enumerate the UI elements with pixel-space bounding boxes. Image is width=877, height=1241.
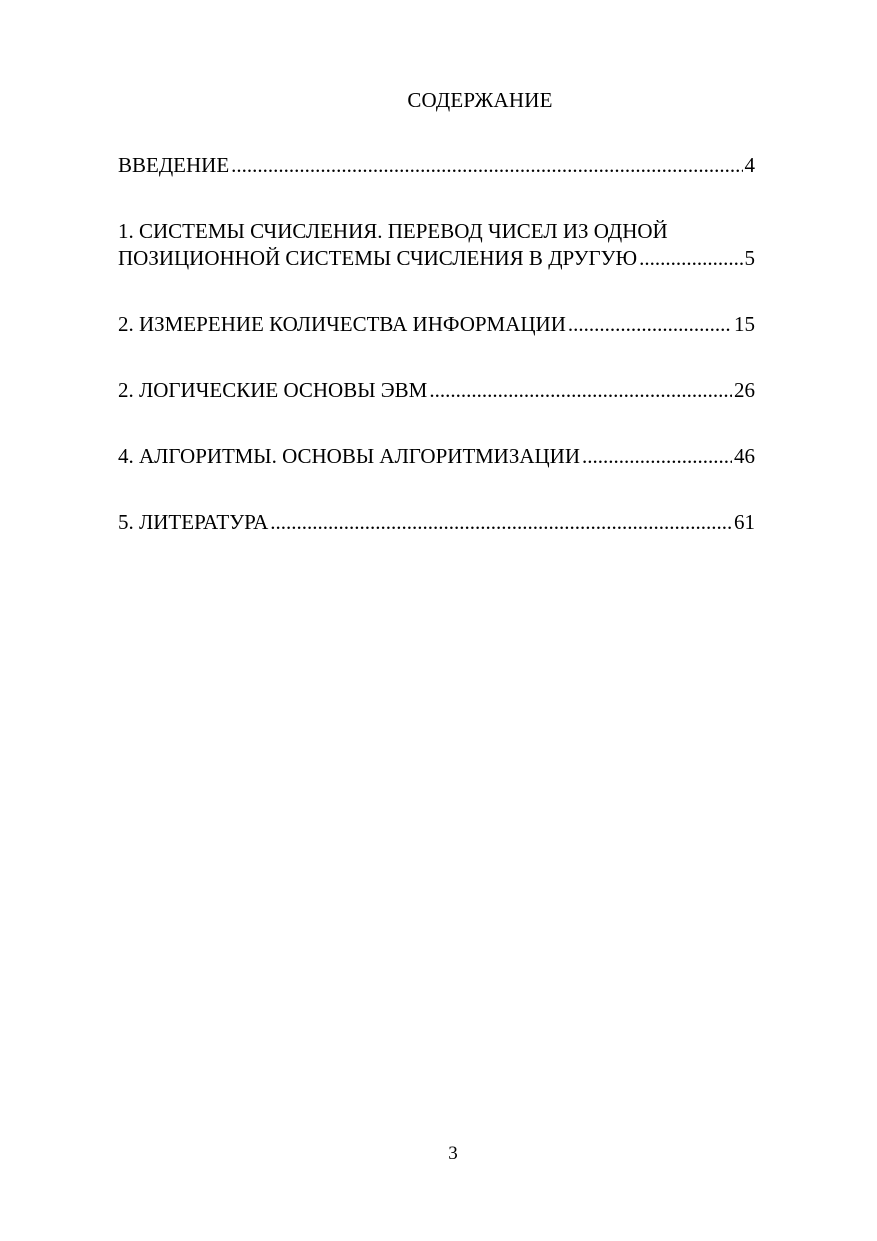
toc-dot-leader (270, 509, 732, 536)
toc-entry-title: ПОЗИЦИОННОЙ СИСТЕМЫ СЧИСЛЕНИЯ В ДРУГУЮ (118, 246, 638, 270)
toc-dot-leader (582, 443, 732, 470)
toc-page-number: 26 (734, 378, 755, 402)
toc-dot-leader (568, 311, 732, 338)
table-of-contents (118, 152, 755, 575)
toc-dot-leader (231, 152, 742, 179)
toc-page-number: 15 (734, 312, 755, 336)
toc-line (118, 311, 755, 338)
toc-entry-title: 2. ЛОГИЧЕСКИЕ ОСНОВЫ ЭВМ (118, 378, 428, 402)
toc-line (118, 509, 755, 536)
toc-page-number: 4 (744, 153, 755, 177)
toc-line (118, 245, 755, 272)
toc-entry-introduction[interactable] (118, 152, 755, 179)
toc-entry-title: 2. ИЗМЕРЕНИЕ КОЛИЧЕСТВА ИНФОРМАЦИИ (118, 312, 566, 336)
page-title: СОДЕРЖАНИЕ (407, 88, 553, 112)
toc-entry-title: 5. ЛИТЕРАТУРА (118, 510, 269, 534)
toc-dot-leader (429, 377, 732, 404)
toc-page-number: 46 (734, 444, 755, 468)
toc-line (118, 377, 755, 404)
toc-entry-literature[interactable] (118, 509, 755, 536)
toc-entry-title-line1: 1. СИСТЕМЫ СЧИСЛЕНИЯ. ПЕРЕВОД ЧИСЕЛ ИЗ ОДНОЙ (118, 219, 668, 243)
toc-entry-logic-basics[interactable] (118, 377, 755, 404)
toc-entry-title: 4. АЛГОРИТМЫ. ОСНОВЫ АЛГОРИТМИЗАЦИИ (118, 444, 581, 468)
toc-entry-algorithms[interactable] (118, 443, 755, 470)
toc-entry-number-systems[interactable] (118, 218, 755, 272)
toc-entry-title: ВВЕДЕНИЕ (118, 153, 230, 177)
toc-entry-information-measure[interactable] (118, 311, 755, 338)
toc-line (118, 152, 755, 179)
toc-page-number: 61 (734, 510, 755, 534)
toc-line (118, 443, 755, 470)
page-number: 3 (448, 1143, 458, 1164)
toc-dot-leader (639, 245, 742, 272)
toc-page-number: 5 (744, 246, 755, 270)
